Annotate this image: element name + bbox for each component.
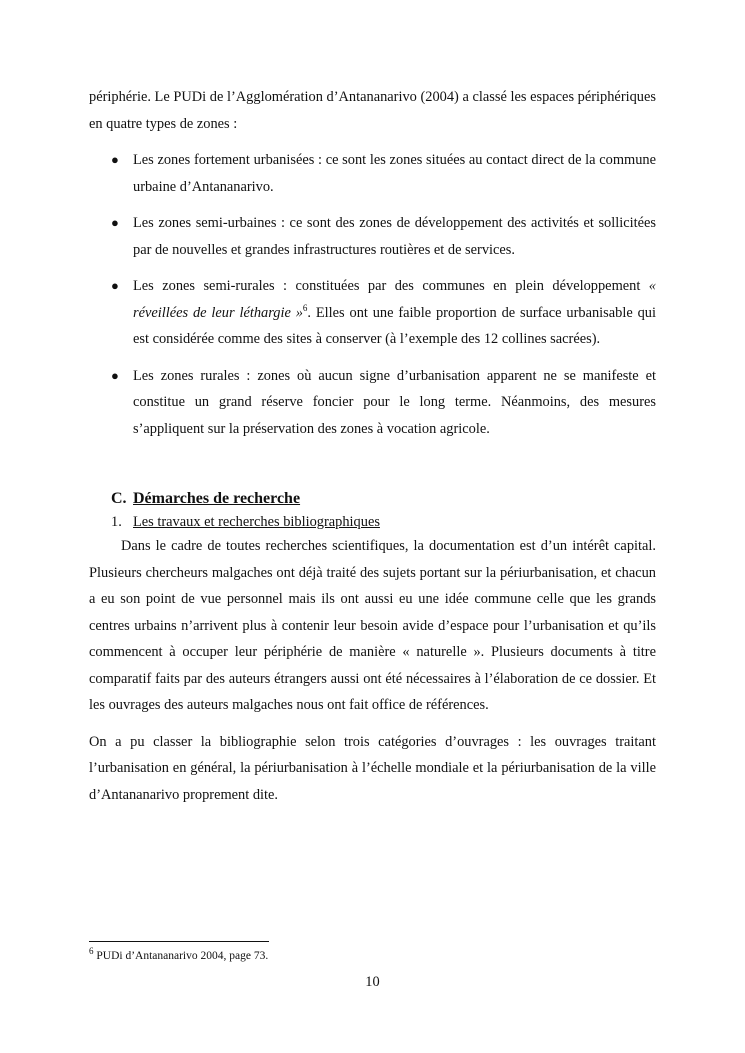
zone-quote: « réveillées de leur léthargie » <box>133 278 656 321</box>
zone-text: Les zones rurales : zones où aucun signe d’urbanisation apparent ne se manifeste et constitue un grand réserve foncier pour le long terme. Néanmoins, des mesures s’appliquent sur la préservation des zones à vocation agricole. <box>133 367 656 437</box>
bullet-icon: ● <box>111 215 119 230</box>
footnote-divider <box>89 941 269 942</box>
zone-text-after: . Elles ont une faible proportion de surface urbanisable qui est considérée comme des sites à conserver (à l’exemple des 12 collines sacrées). <box>133 304 656 347</box>
subsection-title: Les travaux et recherches bibliographiques <box>133 514 380 530</box>
zone-text: Les zones fortement urbanisées : ce sont les zones situées au contact direct de la commune urbaine d’Antananarivo. <box>133 152 656 195</box>
footnote-number: 6 <box>89 946 94 957</box>
section-heading <box>89 487 656 511</box>
body-paragraph-1: Dans le cadre de toutes recherches scientifiques, la documentation est d’un intérêt capital. Plusieurs chercheurs malgaches ont déjà traité des sujets portant sur la périurbanisation, et chacun a eu son point de vue personnel mais ils ont aussi eu une idée commune celle que les grands centres urbains n’arrivent plus à contenir leur besoin avide d’espace pour l’urbanisation et qu’ils commencent à occuper leur périphérie de manière « naturelle ». Plusieurs documents à titre comparatif faits par des auteurs étrangers aussi ont été nécessaires à l’élaboration de ce dossier. Et les ouvrages des auteurs malgaches nous ont fait office de références. <box>89 538 656 713</box>
zone-text: Les zones semi-urbaines : ce sont des zones de développement des activités et sollicitées par de nouvelles et grandes infrastructures routières et de services. <box>133 215 656 258</box>
list-item <box>89 363 656 443</box>
page-body <box>89 84 656 808</box>
zone-text-before: Les zones semi-rurales : constituées par des communes en plein développement <box>133 278 649 294</box>
subsection-heading <box>89 511 656 533</box>
intro-paragraph: périphérie. Le PUDi de l’Agglomération d’Antananarivo (2004) a classé les espaces périphériques en quatre types de zones : <box>89 89 656 132</box>
bullet-icon: ● <box>111 367 119 383</box>
zone-list <box>89 147 656 442</box>
page-number: 10 <box>365 974 380 990</box>
list-item <box>89 273 656 353</box>
footnote-reference[interactable]: 6 <box>302 302 308 313</box>
bullet-icon: ● <box>111 278 119 293</box>
subsection-number: 1. <box>111 514 122 530</box>
body-paragraph-2: On a pu classer la bibliographie selon trois catégories d’ouvrages : les ouvrages traitant l’urbanisation en général, la périurbanisation à l’échelle mondiale et la périurbanisation de la ville d’Antananarivo proprement dite. <box>89 733 656 803</box>
section-letter: C. <box>111 490 127 507</box>
list-item <box>89 210 656 263</box>
footnote-text: PUDi d’Antananarivo 2004, page 73. <box>93 950 269 962</box>
list-item <box>89 147 656 200</box>
bullet-icon: ● <box>111 152 119 167</box>
footnote <box>89 948 268 964</box>
section-title: Démarches de recherche <box>133 490 301 507</box>
